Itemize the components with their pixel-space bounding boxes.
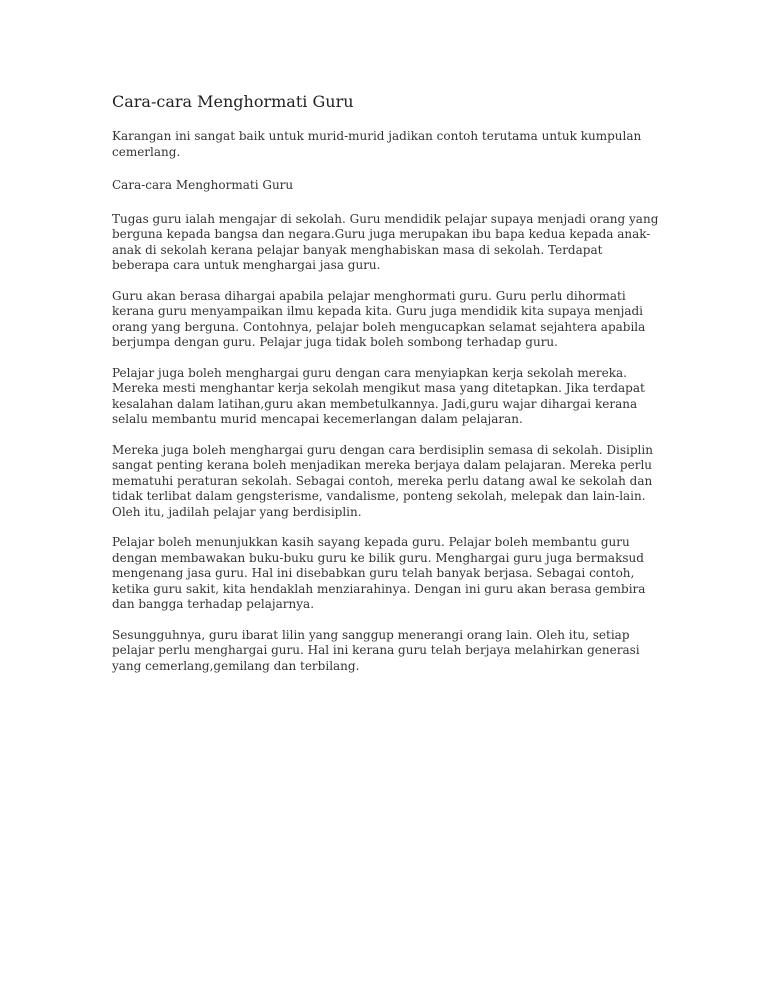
document-title: Cara-cara Menghormati Guru (112, 92, 354, 111)
document-body (112, 92, 660, 689)
body-paragraph: Pelajar boleh menunjukkan kasih sayang kepada guru. Pelajar boleh membantu guru dengan membawakan buku-buku guru ke bilik guru. Menghargai guru juga bermaksud mengenang jasa guru. Hal ini disebabkan guru telah banyak berjasa. Sebagai contoh, ketika guru sakit, kita hendaklah menziarahinya. Dengan ini guru akan berasa gembira dan bangga terhadap pelajarnya. (112, 535, 646, 611)
body-paragraph: Mereka juga boleh menghargai guru dengan cara berdisiplin semasa di sekolah. Disiplin sangat penting kerana boleh menjadikan mereka berjaya dalam pelajaran. Mereka perlu mematuhi peraturan sekolah. Sebagai contoh, mereka perlu datang awal ke sekolah dan tidak terlibat dalam gengsterisme, vandalisme, ponteng sekolah, melepak dan lain-lain. Oleh itu, jadilah pelajar yang berdisiplin. (112, 442, 653, 519)
body-paragraph: Tugas guru ialah mengajar di sekolah. Guru mendidik pelajar supaya menjadi orang yang berguna kepada bangsa dan negara.Guru juga merupakan ibu bapa kedua kepada anak-anak di sekolah kerana pelajar banyak menghabiskan masa di sekolah. Terdapat beberapa cara untuk menghargai jasa guru. (112, 211, 659, 272)
intro-paragraph: Karangan ini sangat baik untuk murid-murid jadikan contoh terutama untuk kumpulan cemerlang. (112, 129, 642, 159)
body-paragraph: Sesungguhnya, guru ibarat lilin yang sanggup menerangi orang lain. Oleh itu, setiap pelajar perlu menghargai guru. Hal ini kerana guru telah berjaya melahirkan generasi yang cemerlang,gemilang dan terbilang. (112, 627, 640, 673)
body-paragraph: Guru akan berasa dihargai apabila pelajar menghormati guru. Guru perlu dihormati kerana guru menyampaikan ilmu kepada kita. Guru juga mendidik kita supaya menjadi orang yang berguna. Contohnya, pelajar boleh mengucapkan selamat sejahtera apabila berjumpa dengan guru. Pelajar juga tidak boleh sombong terhadap guru. (112, 288, 646, 349)
body-paragraph: Pelajar juga boleh menghargai guru dengan cara menyiapkan kerja sekolah mereka. Mereka mesti menghantar kerja sekolah mengikut masa yang ditetapkan. Jika terdapat kesalahan dalam latihan,guru akan membetulkannya. Jadi,guru wajar dihargai kerana selalu membantu murid mencapai kecemerlangan dalam pelajaran. (112, 365, 645, 426)
subheading: Cara-cara Menghormati Guru (112, 178, 294, 192)
